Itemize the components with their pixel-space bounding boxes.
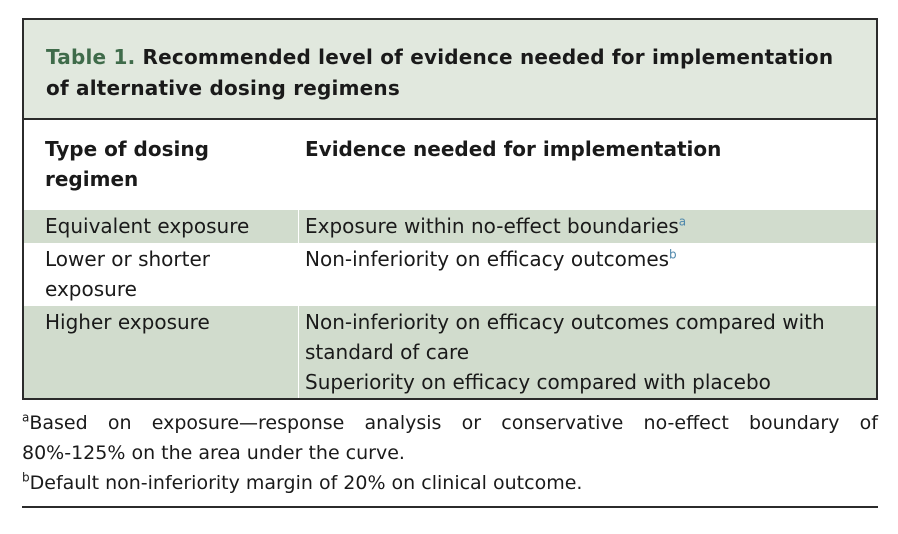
column-divider [298,306,299,398]
row-type-cell: Higher exposure [45,310,210,334]
evidence-table [22,18,878,400]
footnote-marker: a [678,214,687,229]
column-divider [298,210,299,243]
table-caption [24,20,876,120]
footnote-a-line-2: 80%-125% on the area under the curve. [22,442,405,464]
footnote-b-text: Default non-inferiority margin of 20% on clinical outcome. [29,472,583,494]
row-evidence-cell [305,211,875,241]
table-caption-label: Table 1. [46,45,136,69]
evidence-text: Superiority on efficacy compared with placebo [305,370,771,394]
row-type-cell: Equivalent exposure [45,214,250,238]
footnote-b [22,468,878,498]
table-header-row [24,120,876,210]
evidence-text: Non-inferiority on efficacy outcomes compared with standard of care [305,310,825,364]
table-caption-title: Recommended level of evidence needed for implementation of alternative dosing regimens [46,45,834,100]
column-header-evidence: Evidence needed for implementation [305,137,722,161]
column-header-type: Type of dosing regimen [45,137,209,191]
footnote-a-marker: a [22,410,30,425]
table-footnotes [22,408,878,498]
footnote-a-line-1 [22,408,878,438]
footnote-marker: b [669,247,677,262]
row-evidence-cell [305,244,875,274]
footnote-a-text: Based on exposure—response analysis or conservative no-effect boundary of [29,412,878,434]
footnote-b-marker: b [22,470,30,485]
bottom-rule [22,506,878,508]
evidence-text: Non-inferiority on efficacy outcomes [305,247,670,271]
row-type-cell: Lower or shorter exposure [45,247,211,301]
evidence-text: Exposure within no-effect boundaries [305,214,679,238]
table-row [24,210,876,243]
table-row [24,306,876,398]
table-row [24,243,876,306]
row-evidence-cell [305,307,875,397]
